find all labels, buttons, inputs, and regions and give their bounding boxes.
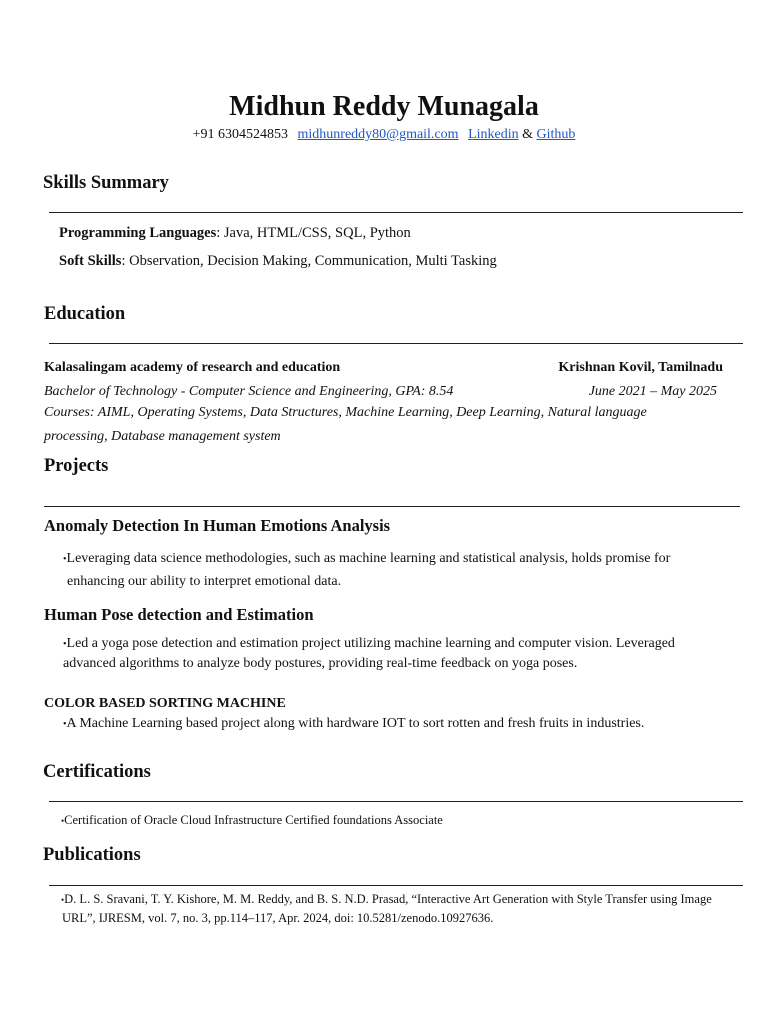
- institution-name: Kalasalingam academy of research and education: [44, 360, 341, 375]
- project-bullet: [63, 551, 670, 567]
- bullet-mark: •: [63, 639, 67, 650]
- email-link[interactable]: midhunreddy80@gmail.com: [297, 127, 459, 142]
- skill-label: Programming Languages: [59, 225, 217, 241]
- institution-location: Krishnan Kovil, Tamilnadu: [558, 360, 723, 375]
- project-desc-line-1: A Machine Learning based project along with hardware IOT to sort rotten and fresh fruits in industries.: [66, 716, 645, 731]
- section-title-projects: Projects: [44, 456, 109, 476]
- project-title: Human Pose detection and Estimation: [44, 605, 314, 624]
- skill-value: : Observation, Decision Making, Communication, Multi Tasking: [121, 253, 497, 269]
- project-title: Anomaly Detection In Human Emotions Analysis: [44, 516, 391, 535]
- courses-line-1: Courses: AIML, Operating Systems, Data Structures, Machine Learning, Deep Learning, Natural language: [44, 405, 647, 420]
- certification-item: [61, 813, 443, 828]
- contact-line: [0, 127, 768, 143]
- publication-text: D. L. S. Sravani, T. Y. Kishore, M. M. Reddy, and B. S. N.D. Prasad, “Interactive Art Generation with Style Transfer using Image: [64, 892, 712, 906]
- project-desc-line-1: Led a yoga pose detection and estimation project utilizing machine learning and computer vision. Leveraged: [66, 636, 675, 651]
- publication-line-1: [61, 892, 712, 907]
- section-divider: [49, 212, 743, 213]
- courses-line-2: processing, Database management system: [44, 429, 281, 444]
- bullet-mark: •: [61, 895, 65, 905]
- section-title-skills: Skills Summary: [43, 173, 169, 193]
- linkedin-link[interactable]: Linkedin: [468, 127, 519, 142]
- project-bullet: [63, 636, 675, 652]
- certification-text: Certification of Oracle Cloud Infrastructure Certified foundations Associate: [64, 813, 443, 827]
- section-divider: [49, 343, 743, 344]
- publication-line-2: URL”, IJRESM, vol. 7, no. 3, pp.114–117, Apr. 2024, doi: 10.5281/zenodo.10927636.: [62, 911, 494, 925]
- section-divider: [49, 801, 743, 802]
- degree: Bachelor of Technology - Computer Science and Engineering, GPA: 8.54: [44, 384, 454, 399]
- project-desc-line-1: Leveraging data science methodologies, such as machine learning and statistical analysis, holds promise for: [66, 551, 671, 566]
- bullet-mark: •: [63, 719, 67, 730]
- project-bullet: [63, 716, 644, 732]
- project-desc-line-2: enhancing our ability to interpret emotional data.: [67, 574, 342, 589]
- section-title-publications: Publications: [43, 845, 141, 865]
- skill-value: : Java, HTML/CSS, SQL, Python: [216, 225, 411, 241]
- section-title-education: Education: [44, 304, 126, 324]
- github-link[interactable]: Github: [536, 127, 576, 142]
- bullet-mark: •: [61, 816, 65, 826]
- section-divider: [49, 885, 743, 886]
- skill-label: Soft Skills: [59, 253, 122, 269]
- section-divider: [44, 506, 740, 507]
- education-dates: June 2021 – May 2025: [588, 384, 717, 399]
- phone-number: +91 6304524853: [192, 127, 289, 142]
- skill-item-soft: [59, 253, 497, 270]
- section-title-certifications: Certifications: [43, 762, 151, 782]
- ampersand: &: [522, 127, 533, 142]
- skill-item-programming: [59, 225, 411, 242]
- project-desc-line-2: advanced algorithms to analyze body postures, providing real-time feedback on yoga poses.: [63, 656, 578, 671]
- candidate-name: Midhun Reddy Munagala: [229, 91, 539, 122]
- bullet-mark: •: [63, 554, 67, 565]
- project-title: COLOR BASED SORTING MACHINE: [44, 696, 286, 711]
